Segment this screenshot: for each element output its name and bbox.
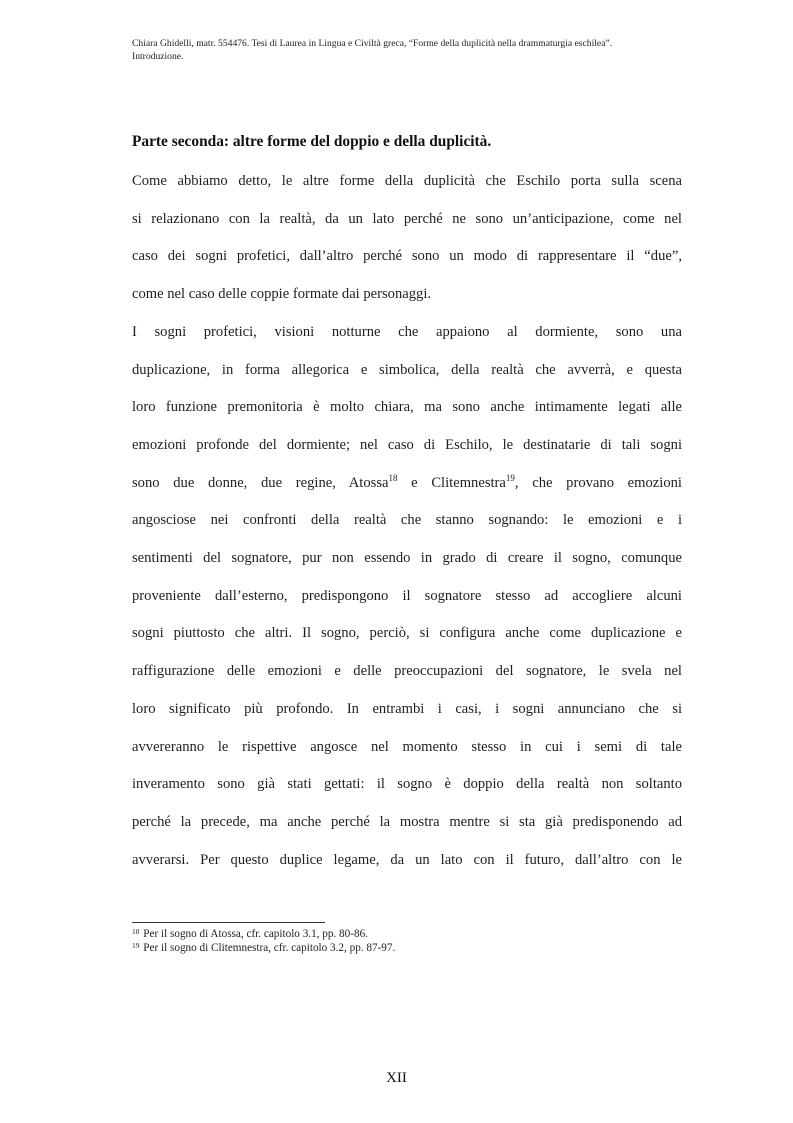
- text-line: caso dei sogni profetici, dall’altro perché sono un modo di rappresentare il “due”,: [132, 248, 682, 265]
- running-header-line-2: Introduzione.: [132, 51, 184, 62]
- text-line: sogni piuttosto che altri. Il sogno, perciò, si configura anche come duplicazione e: [132, 625, 682, 642]
- text-line: perché la precede, ma anche perché la mostra mentre si sta già predisponendo ad: [132, 813, 682, 830]
- body-text: [132, 163, 682, 879]
- running-header: [132, 37, 692, 63]
- footnote-divider: [132, 922, 325, 923]
- footnote-ref-19[interactable]: 19: [505, 472, 515, 483]
- footnote-text: Per il sogno di Clitemnestra, cfr. capitolo 3.2, pp. 87-97.: [143, 942, 396, 954]
- page-number: XII: [386, 1070, 407, 1086]
- footnote-number: 18: [132, 927, 140, 936]
- footnote-number: 19: [132, 941, 140, 950]
- text-line-with-footnote-refs: [132, 465, 682, 503]
- text-line: inveramento sono già stati gettati: il sogno è doppio della realtà non soltanto: [132, 776, 682, 793]
- text-line: loro significato più profondo. In entrambi i casi, i sogni annunciano che si: [132, 700, 682, 717]
- paragraph-1: [132, 163, 682, 314]
- text-line: sentimenti del sognatore, pur non essendo in grado di creare il sogno, comunque: [132, 550, 682, 567]
- text-fragment: sono due donne, due regine, Atossa: [132, 474, 389, 491]
- running-header-line-1: Chiara Ghidelli, matr. 554476. Tesi di Laurea in Lingua e Civiltà greca, “Forme della duplicità nella drammaturgia eschilea”.: [132, 38, 613, 49]
- text-fragment: , che provano emozioni: [514, 474, 682, 491]
- footnote-ref-18[interactable]: 18: [388, 472, 398, 483]
- text-line: duplicazione, in forma allegorica e simbolica, della realtà che avverrà, e questa: [132, 361, 682, 378]
- text-line: raffigurazione delle emozioni e delle preoccupazioni del sognatore, le svela nel: [132, 663, 682, 680]
- text-fragment: e Clitemnestra: [397, 474, 506, 491]
- section-title: Parte seconda: altre forme del doppio e della duplicità.: [132, 133, 492, 150]
- footnote-text: Per il sogno di Atossa, cfr. capitolo 3.1, pp. 80-86.: [143, 928, 368, 940]
- text-line: proveniente dall’esterno, predispongono il sognatore stesso ad accogliere alcuni: [132, 587, 682, 604]
- text-line: angosciose nei confronti della realtà che stanno sognando: le emozioni e i: [132, 512, 682, 529]
- text-line: avverarsi. Per questo duplice legame, da un lato con il futuro, dall’altro con le: [132, 851, 682, 868]
- text-line: si relazionano con la realtà, da un lato perché ne sono un’anticipazione, come nel: [132, 210, 682, 227]
- footnote-18: [132, 927, 395, 941]
- text-line: Come abbiamo detto, le altre forme della duplicità che Eschilo porta sulla scena: [132, 173, 682, 189]
- footnote-19: [132, 941, 395, 955]
- text-line: loro funzione premonitoria è molto chiara, ma sono anche intimamente legati alle: [132, 399, 682, 416]
- text-line: come nel caso delle coppie formate dai personaggi.: [132, 286, 432, 303]
- paragraph-2: [132, 314, 682, 880]
- text-line: I sogni profetici, visioni notturne che appaiono al dormiente, sono una: [132, 323, 682, 340]
- text-line: emozioni profonde del dormiente; nel caso di Eschilo, le destinatarie di tali sogni: [132, 436, 682, 453]
- text-line: avvereranno le rispettive angosce nel momento stesso in cui i semi di tale: [132, 738, 682, 755]
- footnotes: [132, 927, 395, 955]
